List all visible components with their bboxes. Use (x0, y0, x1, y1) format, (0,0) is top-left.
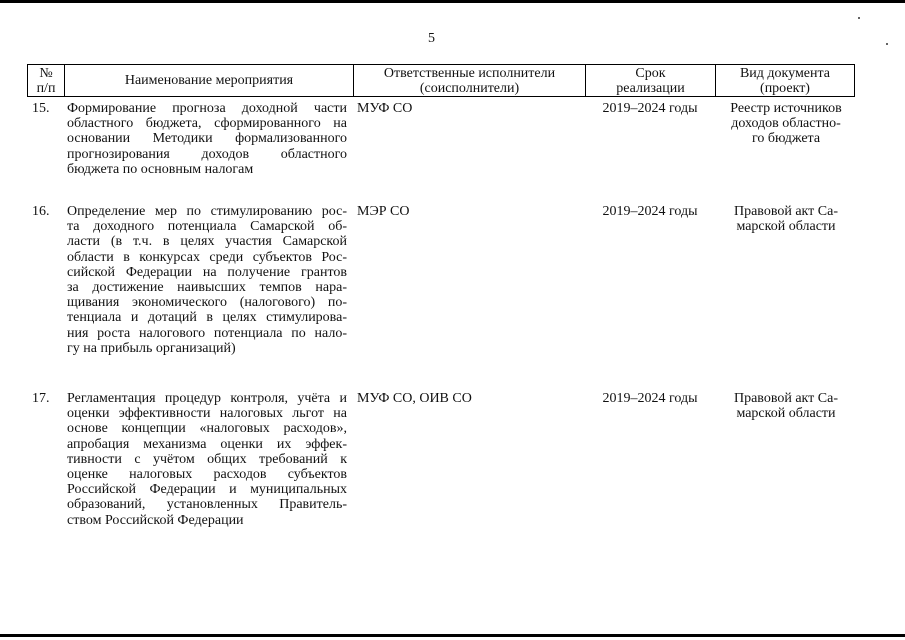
row-document (718, 391, 854, 421)
header-responsible-line2: (соисполнители) (419, 80, 520, 96)
header-number (27, 64, 64, 97)
row-name-line: областного бюджета, сформированного на (67, 116, 347, 132)
row-document (718, 204, 854, 234)
row-name-line: Регламентация процедур контроля, учёта и (67, 391, 347, 406)
row-name-line: Определение мер по стимулированию рос- (67, 204, 347, 219)
row-document-line: Правовой акт Са- (733, 391, 838, 406)
header-document-line2: (проект) (760, 80, 810, 96)
header-number-line2: п/п (36, 80, 56, 96)
row-name-line: ством Российской Федерации (67, 512, 244, 528)
bottom-border (0, 634, 905, 637)
header-term (585, 64, 715, 97)
row-name-line: тивности с учётом общих требований к (67, 451, 347, 467)
scan-speck (886, 43, 888, 45)
row-name-line: оценки эффективности налоговых льгот на (67, 406, 347, 422)
row-document-line: го бюджета (751, 131, 821, 147)
header-term-line2: реализации (616, 80, 685, 96)
row-document-line: Реестр источников (730, 101, 842, 116)
row-number: 17. (32, 391, 50, 406)
row-name-line: бюджета по основным налогам (67, 161, 254, 177)
row-name-line: оценке налоговых расходов субъектов (67, 467, 347, 483)
row-name-line: основе концепции «налоговых расходов», (67, 421, 347, 437)
header-term-line1: Срок (635, 65, 666, 81)
row-responsible: МУФ СО, ОИВ СО (357, 391, 472, 406)
row-name-line: гу на прибыль организаций) (67, 340, 236, 356)
row-term: 2019–2024 годы (602, 101, 698, 116)
row-name-line: прогнозирования доходов областного (67, 146, 347, 162)
header-number-line1: № (39, 65, 53, 81)
header-responsible-line1: Ответственные исполнители (383, 65, 556, 81)
row-name-line: тенциала и дотаций в целях стимулирова- (67, 310, 347, 326)
row-name (67, 204, 347, 356)
row-name-line: области в конкурсах среди субъектов Рос- (67, 249, 347, 265)
row-number: 15. (32, 101, 50, 116)
row-term: 2019–2024 годы (602, 391, 698, 406)
header-name (64, 64, 353, 97)
header-responsible (353, 64, 585, 97)
row-document-line: марской области (736, 406, 836, 422)
row-number: 16. (32, 204, 50, 219)
row-document-line: доходов областно- (731, 116, 841, 132)
row-responsible: МЭР СО (357, 204, 410, 219)
row-term: 2019–2024 годы (602, 204, 698, 219)
row-document (718, 101, 854, 147)
row-name-line: образований, установленных Правитель- (67, 497, 347, 513)
row-name-line: апробация механизма оценки их эффек- (67, 436, 347, 452)
top-border (0, 0, 905, 3)
row-name-line: ния роста налогового потенциала по нало- (67, 325, 347, 341)
scan-speck (858, 17, 860, 19)
row-name-line: Формирование прогноза доходной части (67, 101, 347, 116)
header-document-line1: Вид документа (739, 65, 831, 81)
row-name-line: щивания экономического (налогового) по- (67, 295, 347, 311)
row-name-line: та доходного потенциала Самарской об- (67, 219, 347, 235)
row-name (67, 101, 347, 177)
row-name-line: Российской Федерации и муниципальных (67, 482, 347, 498)
row-name (67, 391, 347, 528)
row-responsible: МУФ СО (357, 101, 413, 116)
page-number: 5 (428, 31, 435, 46)
row-document-line: Правовой акт Са- (733, 204, 838, 219)
row-name-line: за достижение наивысших темпов нара- (67, 280, 347, 296)
header-name-label: Наименование мероприятия (124, 73, 294, 88)
row-document-line: марской области (736, 219, 836, 235)
header-document (715, 64, 855, 97)
row-name-line: основании Методики формализованного (67, 131, 347, 147)
row-name-line: ласти (в т.ч. в целях участия Самарской (67, 234, 347, 250)
row-name-line: сийской Федерации на получение грантов (67, 264, 347, 280)
